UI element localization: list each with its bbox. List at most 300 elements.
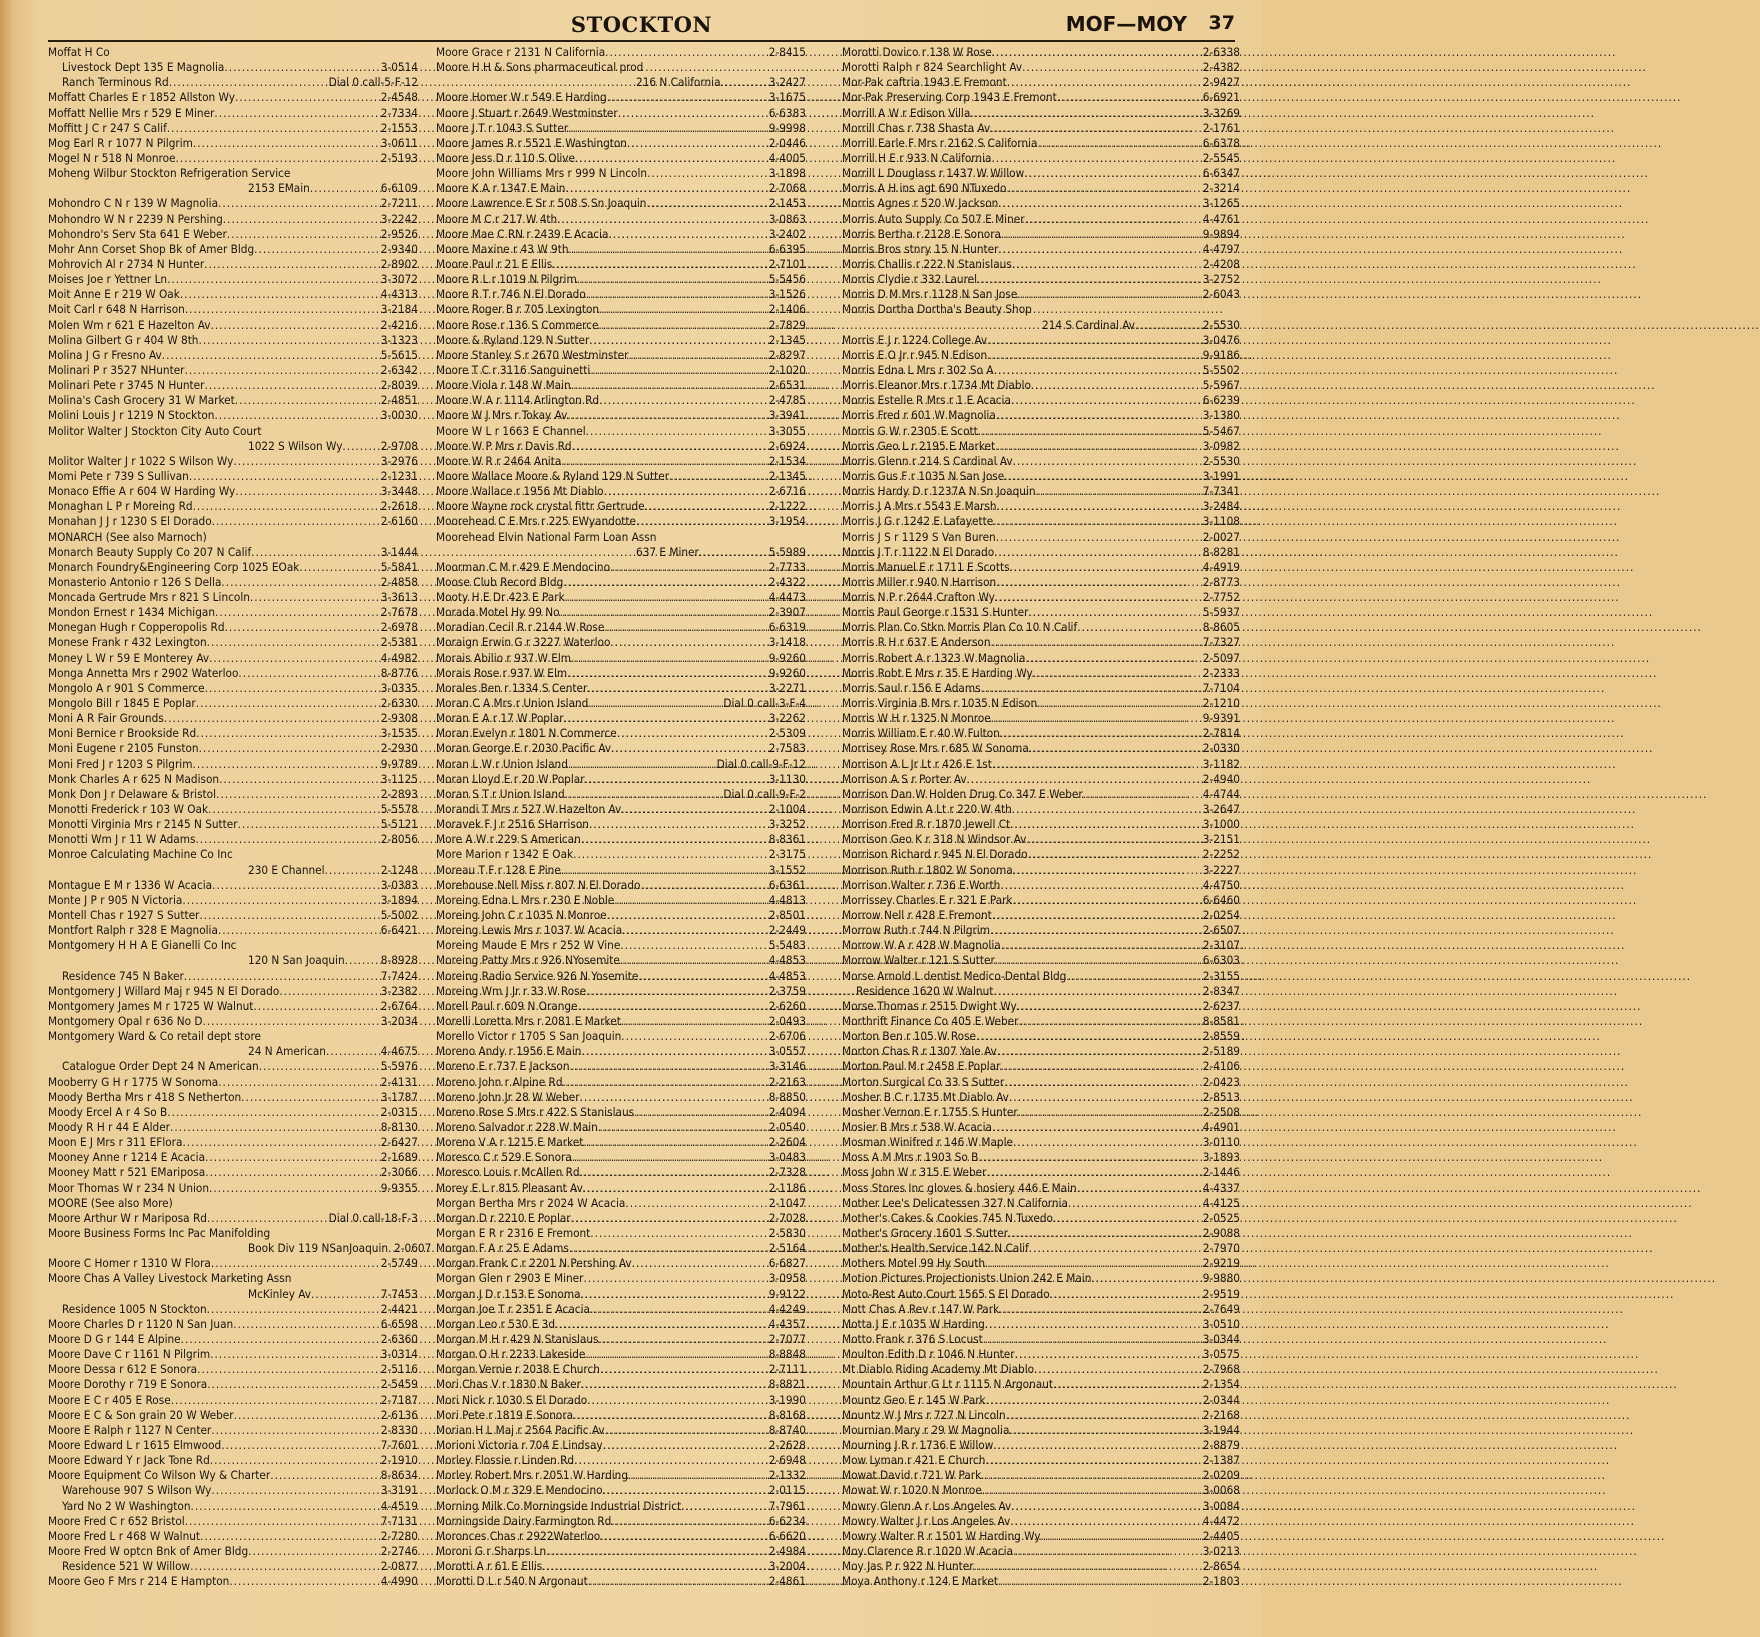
phone-number: 7-7341 xyxy=(1202,484,1240,499)
leader-dots xyxy=(568,757,717,772)
listing-name: More Marion r 1342 E Oak xyxy=(436,847,574,862)
listing-entry xyxy=(48,1165,418,1180)
listing-entry xyxy=(436,938,806,953)
listing-name: Morrison Richard r 945 N El Dorado xyxy=(842,847,1028,862)
listing-entry xyxy=(48,1059,418,1074)
listing-name: Moulton Edith D r 1046 N Hunter xyxy=(842,1347,1015,1362)
listing-entry xyxy=(842,1453,1240,1468)
listing-name: Montgomery J Willard Maj r 945 N El Dorado xyxy=(48,983,280,998)
leader-dots xyxy=(647,166,769,181)
phone-number: 2-8559 xyxy=(1202,1029,1240,1044)
phone-number: 7-7104 xyxy=(1202,680,1240,695)
leader-dots xyxy=(1077,620,1203,635)
listing-name: Morris J A Mrs r 5543 E Marsh xyxy=(842,499,997,514)
listing-entry xyxy=(48,242,418,257)
phone-number: 2-0525 xyxy=(1202,1210,1240,1225)
listing-name: Book Div 119 NSanJoaquin xyxy=(248,1241,389,1256)
listing-name: Morgan M H r 429 N Stanislaus xyxy=(436,1331,599,1346)
listing-entry xyxy=(48,1211,418,1226)
phone-number: 2-7733 xyxy=(768,559,806,574)
phone-number: 2-6160 xyxy=(380,514,418,529)
leader-dots xyxy=(645,499,769,514)
leader-dots xyxy=(185,1514,381,1529)
listing-entry xyxy=(842,90,1240,105)
phone-number: 2-1047 xyxy=(768,1195,806,1210)
phone-number: 2-5530 xyxy=(1202,317,1240,332)
listing-name: Moreno V A r 1215 E Market xyxy=(436,1135,584,1150)
leader-dots xyxy=(574,1453,769,1468)
leader-dots xyxy=(542,1559,768,1574)
listing-entry xyxy=(436,106,806,121)
leader-dots xyxy=(607,908,769,923)
leader-dots xyxy=(583,1135,768,1150)
leader-dots xyxy=(611,1514,768,1529)
listing-entry xyxy=(48,1181,418,1196)
listing-entry xyxy=(842,757,1240,772)
phone-number: 4-4990 xyxy=(380,1574,418,1589)
phone-number: 2-4208 xyxy=(1202,256,1240,271)
listing-entry xyxy=(842,1408,1240,1423)
phone-number: 3-1787 xyxy=(380,1089,418,1104)
leader-dots xyxy=(581,1377,769,1392)
leader-dots xyxy=(1000,1059,1202,1074)
listing-name: Moon E J Mrs r 311 EFlora xyxy=(48,1135,183,1150)
listing-name: Morris J T r 1122 N El Dorado xyxy=(842,544,995,559)
leader-dots xyxy=(721,75,769,90)
leader-dots xyxy=(223,212,381,227)
phone-number: 3-0611 xyxy=(380,135,418,150)
listing-entry xyxy=(842,1150,1240,1165)
phone-number: 2-7111 xyxy=(768,1362,806,1377)
listing-entry xyxy=(842,45,1240,60)
listing-name: Morelli Loretta Mrs r 2081 E Market xyxy=(436,1014,621,1028)
phone-number: 2-5459 xyxy=(380,1377,418,1392)
listing-name: Monasterio Antonio r 126 S Della xyxy=(48,574,222,589)
listing-name: 230 E Channel xyxy=(248,862,325,877)
listing-entry xyxy=(842,923,1240,938)
city-title: STOCKTON xyxy=(570,12,713,37)
phone-number: 3-2151 xyxy=(1202,832,1240,847)
phone-number: 2-0330 xyxy=(1202,741,1240,756)
phone-number: 2-4382 xyxy=(1202,60,1240,75)
listing-name: Molen Wm r 621 E Hazelton Av xyxy=(48,317,211,332)
phone-number: 3-2227 xyxy=(1202,862,1240,877)
leader-dots xyxy=(992,45,1203,60)
phone-number: 7-7424 xyxy=(380,968,418,983)
leader-dots xyxy=(570,1059,769,1074)
leader-dots xyxy=(620,938,768,953)
phone-number: 2-5164 xyxy=(768,1241,806,1256)
listing-name: Moore E C r 405 E Rose xyxy=(48,1392,171,1407)
listing-entry xyxy=(436,302,806,317)
listing-entry xyxy=(48,908,418,923)
listing-name: Morrow W A r 428 W Magnolia xyxy=(842,938,1001,953)
leader-dots xyxy=(998,242,1202,257)
listing-name: Moore Edward L r 1615 Elmwood xyxy=(48,1437,222,1452)
listing-entry xyxy=(842,1226,1240,1241)
listing-name: Mooberry G H r 1775 W Sonoma xyxy=(48,1074,219,1089)
leader-dots xyxy=(1026,832,1202,847)
leader-dots xyxy=(1068,1196,1203,1211)
listing-name: Moreno John r Alpine Rd xyxy=(436,1074,563,1089)
leader-dots xyxy=(571,1211,769,1226)
listing-entry xyxy=(436,1317,806,1332)
leader-dots xyxy=(310,181,381,196)
listing-name: Morgan Vernie r 2038 E Church xyxy=(436,1362,600,1377)
leader-dots xyxy=(164,711,381,726)
phone-number: 2-5749 xyxy=(380,1256,418,1271)
listing-name: Warehouse 907 S Wilson Wy xyxy=(62,1483,212,1498)
listing-entry xyxy=(842,60,1240,75)
phone-number: 2-5116 xyxy=(380,1362,418,1377)
listing-entry xyxy=(842,242,1240,257)
listing-entry xyxy=(48,1423,418,1438)
phone-number: 8-8130 xyxy=(380,1119,418,1134)
listing-name: Moore & Ryland 129 N Sutter xyxy=(436,332,590,347)
listing-name: Moore J T r 1043 S Sutter xyxy=(436,120,569,135)
phone-number: 3-1125 xyxy=(380,771,418,786)
leader-dots xyxy=(1053,1211,1203,1226)
listing-name: Monarch Beauty Supply Co 207 N Calif xyxy=(48,544,252,559)
listing-entry xyxy=(842,1483,1240,1498)
listing-name: Molina's Cash Grocery 31 W Market xyxy=(48,393,235,408)
phone-number: Dial 0 call-9-F-12 xyxy=(716,756,806,771)
leader-dots xyxy=(1004,1075,1203,1090)
listing-entry xyxy=(48,923,418,938)
phone-number: 2-7752 xyxy=(1202,590,1240,605)
listing-entry xyxy=(436,605,806,620)
listing-name: Mourning J R r 1736 E Willow xyxy=(842,1437,994,1452)
listing-name: Morrissey Charles E r 321 E Park xyxy=(842,892,1013,907)
phone-number: 3-2034 xyxy=(380,1014,418,1028)
phone-number: 2-7583 xyxy=(768,741,806,756)
phone-number: 3-1552 xyxy=(768,862,806,877)
listing-entry xyxy=(842,1105,1240,1120)
phone-number: 4-4797 xyxy=(1202,241,1240,256)
listing-entry xyxy=(842,181,1240,196)
leader-dots xyxy=(573,847,769,862)
listing-entry xyxy=(48,1483,418,1498)
listing-entry xyxy=(842,908,1240,923)
listing-name: Morris Bertha r 2128 E Sonora xyxy=(842,226,1001,241)
listing-name: Motto Frank r 376 S Locust xyxy=(842,1331,983,1346)
leader-dots xyxy=(216,787,381,802)
phone-number: 2-6764 xyxy=(380,998,418,1013)
phone-number: 2-7649 xyxy=(1202,1301,1240,1316)
leader-dots xyxy=(184,969,381,984)
phone-number: 2-1354 xyxy=(1202,1377,1240,1392)
phone-number: 2-6706 xyxy=(768,1029,806,1044)
listing-name: Montague E M r 1336 W Acacia xyxy=(48,877,213,892)
listing-entry xyxy=(842,393,1240,408)
phone-number: 6-6347 xyxy=(1202,166,1240,181)
listing-entry xyxy=(436,1059,806,1074)
leader-dots xyxy=(571,378,769,393)
listing-entry xyxy=(48,651,418,666)
phone-number: 3-1675 xyxy=(768,90,806,105)
listing-entry xyxy=(842,863,1240,878)
listing-name: Morrison Dan W Holden Drug Co 347 E Weber xyxy=(842,786,1083,801)
listing-entry xyxy=(48,560,418,575)
leader-dots xyxy=(1024,166,1203,181)
listing-name: Mohondro W N r 2239 N Pershing xyxy=(48,211,223,226)
leader-dots xyxy=(1009,1423,1202,1438)
leader-dots xyxy=(1034,1362,1203,1377)
listing-name: Morley Flossie r Linden Rd xyxy=(436,1453,575,1468)
listing-name: Morris N P r 2644 Crafton Wy xyxy=(842,590,995,605)
listing-entry xyxy=(842,969,1240,984)
listing-entry xyxy=(436,242,806,257)
listing-entry xyxy=(436,772,806,787)
phone-number: 2-6342 xyxy=(380,362,418,377)
leader-dots xyxy=(1028,605,1202,620)
listing-name: Moss Stores Inc gloves & hosiery 446 E Main xyxy=(842,1180,1077,1195)
listing-name: Mondon Ernest r 1434 Michigan xyxy=(48,605,216,620)
leader-dots xyxy=(625,1196,768,1211)
listing-name: More A W r 229 S American xyxy=(436,832,581,847)
listing-name: Mowry Glenn A r Los Angeles Av xyxy=(842,1498,1012,1513)
listing-entry xyxy=(436,575,806,590)
listing-entry xyxy=(842,318,1240,333)
listing-name: Moody Bertha Mrs r 418 S Netherton xyxy=(48,1089,242,1104)
phone-number: 9-9880 xyxy=(1202,1271,1240,1286)
phone-number: 3-0030 xyxy=(380,408,418,423)
leader-dots xyxy=(699,545,769,560)
leader-dots xyxy=(585,1347,768,1362)
listing-entry xyxy=(48,378,418,393)
listing-name: Mother's Cakes & Cookies 745 N Tuxedo xyxy=(842,1210,1053,1225)
phone-number: 3-2647 xyxy=(1202,802,1240,817)
listing-entry xyxy=(48,635,418,650)
leader-dots xyxy=(999,1302,1203,1317)
listing-name: Morais Rose r 937 W Elm xyxy=(436,665,568,680)
listing-name: Moody Ercel A r 4 So B xyxy=(48,1104,168,1119)
leader-dots xyxy=(993,514,1203,529)
phone-number: 2-1453 xyxy=(768,196,806,211)
leader-dots xyxy=(1025,651,1202,666)
listing-entry xyxy=(436,1362,806,1377)
leader-dots xyxy=(993,1438,1202,1453)
leader-dots xyxy=(546,1544,769,1559)
listing-name: Mori Nick r 1030 S El Dorado xyxy=(436,1392,588,1407)
leader-dots xyxy=(1013,863,1203,878)
phone-number: 2-2930 xyxy=(380,741,418,756)
listing-entry xyxy=(436,408,806,423)
leader-dots xyxy=(997,499,1203,514)
leader-dots xyxy=(575,151,769,166)
leader-dots xyxy=(981,681,1203,696)
listing-entry xyxy=(48,1256,418,1271)
leader-dots xyxy=(614,893,769,908)
phone-number: 6-6827 xyxy=(768,1256,806,1271)
listing-entry xyxy=(436,75,806,90)
leader-dots xyxy=(590,1302,769,1317)
leader-dots xyxy=(214,408,380,423)
listing-entry xyxy=(842,560,1240,575)
listing-name: Mountz Geo E r 145 W Park xyxy=(842,1392,986,1407)
listing-entry xyxy=(842,333,1240,348)
leader-dots xyxy=(1001,938,1203,953)
phone-number: 2-6338 xyxy=(1202,45,1240,59)
leader-dots xyxy=(605,1423,769,1438)
listing-entry xyxy=(48,1196,418,1211)
phone-number: 3-2271 xyxy=(768,680,806,695)
leader-dots xyxy=(572,1150,769,1165)
phone-number: 9-9391 xyxy=(1202,711,1240,726)
leader-dots xyxy=(994,545,1203,560)
leader-dots xyxy=(169,75,329,90)
phone-number: 9-9260 xyxy=(768,665,806,680)
phone-number: 7-7327 xyxy=(1202,635,1240,650)
leader-dots xyxy=(588,696,723,711)
listing-entry xyxy=(842,696,1240,711)
listing-entry xyxy=(436,878,806,893)
listing-entry xyxy=(842,1029,1240,1044)
phone-number: 3-2427 xyxy=(768,75,806,90)
listing-name: Moore Dessa r 612 E Sonora xyxy=(48,1362,198,1377)
phone-number: 4-4901 xyxy=(1202,1119,1240,1134)
listing-entry xyxy=(436,1377,806,1392)
phone-number: 2-9088 xyxy=(1202,1225,1240,1240)
listing-entry xyxy=(436,1529,806,1544)
leader-dots xyxy=(233,1317,381,1332)
listing-entry xyxy=(436,60,806,75)
phone-number: 2-8330 xyxy=(380,1422,418,1437)
leader-dots xyxy=(218,196,381,211)
listing-name: Motion Pictures Projectionists Union 242 E Main xyxy=(842,1271,1092,1286)
listing-name: Morgan Joe T r 2351 E Acacia xyxy=(436,1301,590,1316)
phone-number: 3-0213 xyxy=(1202,1543,1240,1558)
leader-dots xyxy=(1012,802,1203,817)
phone-number: 3-2184 xyxy=(380,302,418,317)
listing-entry xyxy=(48,318,418,333)
listing-name: Moore Rose r 136 S Commerce xyxy=(436,317,599,332)
leader-dots xyxy=(976,1029,1203,1044)
leader-dots xyxy=(581,1044,768,1059)
listing-name: Moore J Stuart r 2649 Westminster xyxy=(436,105,618,120)
listing-name: Morthrift Finance Co 405 E Weber xyxy=(842,1014,1019,1028)
listing-entry xyxy=(48,1393,418,1408)
listing-entry xyxy=(842,1135,1240,1150)
phone-number: 2-1210 xyxy=(1202,696,1240,711)
listing-entry xyxy=(48,620,418,635)
leader-dots xyxy=(1012,257,1203,272)
listing-entry xyxy=(436,1090,806,1105)
listing-entry xyxy=(436,1135,806,1150)
leader-dots xyxy=(1018,1014,1202,1029)
listing-name: Morey E L r 815 Pleasant Av xyxy=(436,1180,583,1195)
listing-name: Morris Eleanor Mrs r 1734 Mt Diablo xyxy=(842,378,1031,393)
phone-number: 6-6109 xyxy=(380,181,418,196)
leader-dots xyxy=(617,726,769,741)
phone-number: Dial 0 call-9-F-2 xyxy=(723,786,806,801)
phone-number: 3-1944 xyxy=(1202,1422,1240,1437)
leader-dots xyxy=(224,60,380,75)
listing-entry xyxy=(48,741,418,756)
listing-entry xyxy=(436,802,806,817)
listing-entry xyxy=(842,1559,1240,1574)
listing-entry xyxy=(436,832,806,847)
listing-name: Monahan J J r 1230 S El Dorado xyxy=(48,514,212,529)
listing-name: Moore John Williams Mrs r 999 N Lincoln xyxy=(436,166,648,181)
listing-entry xyxy=(436,863,806,878)
phone-number: 2-2746 xyxy=(380,1543,418,1558)
listing-name: Morris Saul r 156 E Adams xyxy=(842,680,981,695)
listing-entry xyxy=(436,499,806,514)
phone-number: Dial 0 call-18-F-3 xyxy=(328,1210,418,1225)
listing-entry xyxy=(48,1499,418,1514)
phone-number: 3-3072 xyxy=(380,272,418,287)
leader-dots xyxy=(299,560,380,575)
leader-dots xyxy=(569,242,769,257)
phone-number: 2-6136 xyxy=(380,1407,418,1422)
listing-entry xyxy=(842,1181,1240,1196)
leader-dots xyxy=(970,106,1202,121)
listing-entry xyxy=(436,378,806,393)
listing-entry xyxy=(48,333,418,348)
phone-number: 3-1182 xyxy=(1202,756,1240,771)
listing-name: Morris Manuel E r 1711 E Scotts xyxy=(842,559,1010,574)
listing-name: Morris Geo L r 2195 E Market xyxy=(842,438,996,453)
listing-name: Moor Thomas W r 234 N Union xyxy=(48,1180,209,1195)
leader-dots xyxy=(992,908,1203,923)
listing-name: Morada Motel Hy 99 No xyxy=(436,605,560,620)
listing-name: Moore Dave C r 1161 N Pilgrim xyxy=(48,1347,211,1362)
listing-entry xyxy=(48,1574,418,1589)
leader-dots xyxy=(552,257,769,272)
listing-name: Mooney Matt r 521 EMariposa xyxy=(48,1165,206,1180)
listing-entry xyxy=(48,1287,418,1302)
leader-dots xyxy=(176,151,381,166)
leader-dots xyxy=(669,469,769,484)
leader-dots xyxy=(325,863,381,878)
leader-dots xyxy=(1066,969,1202,984)
listing-name: Montgomery James M r 1725 W Walnut xyxy=(48,998,254,1013)
listing-name: Mowat W r 1020 N Monroe xyxy=(842,1483,982,1498)
phone-number: 2-8347 xyxy=(1202,983,1240,998)
phone-number: 2-4858 xyxy=(380,574,418,589)
leader-dots xyxy=(621,1029,768,1044)
leader-dots xyxy=(557,212,769,227)
listing-name: Morrison Ruth r 1802 W Sonoma xyxy=(842,862,1013,877)
phone-number: 4-4472 xyxy=(1202,1513,1240,1528)
listing-name: Moss John W r 315 E Weber xyxy=(842,1165,987,1180)
phone-number: 9-9260 xyxy=(768,650,806,665)
leader-dots xyxy=(1037,696,1203,711)
listing-entry xyxy=(436,1559,806,1574)
listing-name: Moronces Chas r 2922Waterloo xyxy=(436,1528,601,1543)
leader-dots xyxy=(1009,1090,1203,1105)
leader-dots xyxy=(995,953,1203,968)
listing-name: Moreau T F r 128 E Pine xyxy=(436,862,561,877)
listing-name: Monga Annetta Mrs r 2902 Waterloo xyxy=(48,665,239,680)
leader-dots xyxy=(167,121,381,136)
listing-name: Mowat David r 721 W Park xyxy=(842,1468,982,1483)
listing-entry xyxy=(48,1029,418,1044)
listing-name: Moffitt J C r 247 S Calif xyxy=(48,120,167,135)
leader-dots xyxy=(996,575,1203,590)
listing-name: Moore Maxine r 43 W 9th xyxy=(436,241,569,256)
listing-entry xyxy=(436,1574,806,1589)
listing-entry xyxy=(842,635,1240,650)
listing-entry xyxy=(842,802,1240,817)
listing-entry xyxy=(842,953,1240,968)
leader-dots xyxy=(181,1332,381,1347)
listing-name: Moorehead C E Mrs r 225 EWyandotte xyxy=(436,514,636,529)
leader-dots xyxy=(998,196,1202,211)
listing-name: Moran L W r Union Island xyxy=(436,756,568,771)
leader-dots xyxy=(561,863,769,878)
